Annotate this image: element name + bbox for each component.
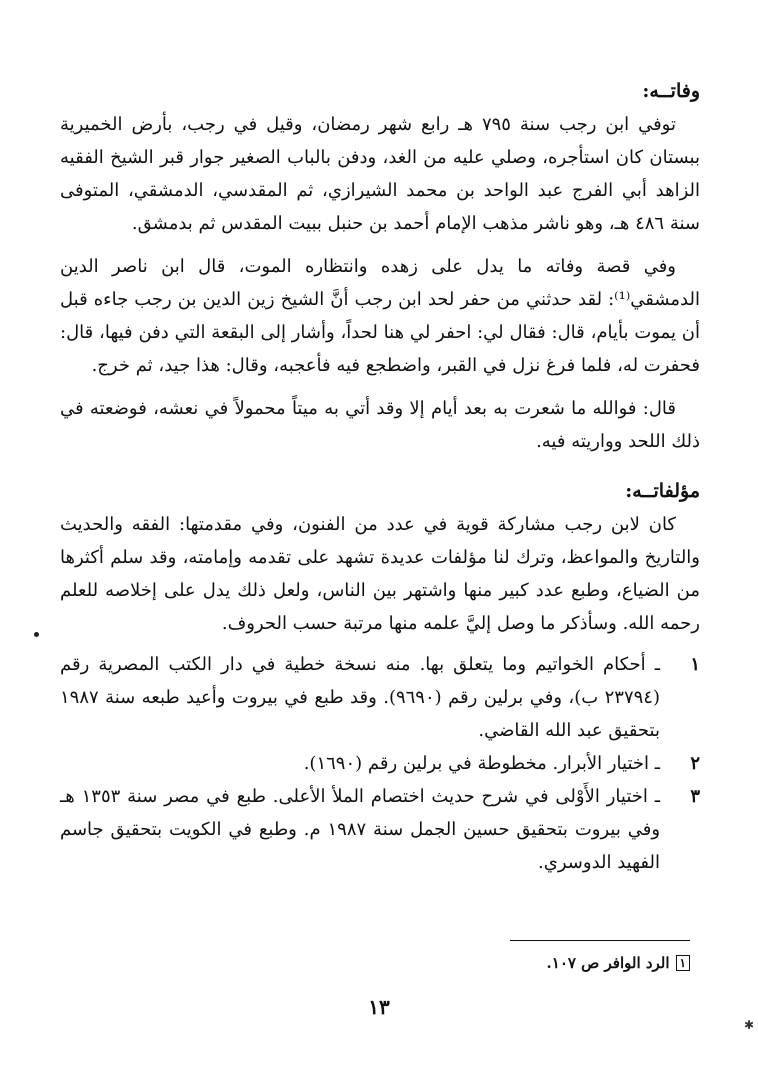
footnote-divider	[510, 940, 690, 941]
death-heading: وفاتــه:	[642, 80, 700, 102]
list-item-number: ٢	[690, 753, 700, 774]
footnote	[547, 954, 690, 972]
works-intro: كان لابن رجب مشاركة قوية في عدد من الفنون، وفي مقدمتها: الفقه والحديث والتاريخ والمواعظ، وترك لنا مؤلفات عديدة تشهد على تقدمه وإمامته، وقد سلم أكثرها من الضياع، وطبع عدد كبير منها واشتهر بين الناس، ولعل ذلك يدل على إخلاصه للعلم رحمه الله. وسأذكر ما وصل إليَّ علمه منها مرتبة حسب الحروف.	[60, 514, 700, 634]
list-item-text: ـ اختيار الأبرار. مخطوطة في برلين رقم (١٦٩٠).	[303, 753, 660, 774]
scan-speck	[34, 632, 39, 637]
scan-mark: ✱	[744, 1018, 755, 1032]
list-item-text: ـ أحكام الخواتيم وما يتعلق بها. منه نسخة خطية في دار الكتب المصرية رقم (٢٣٧٩٤ ب)، وفي برلين رقم (٩٦٩٠). وقد طبع في بيروت وأعيد طبعه سنة ١٩٨٧ بتحقيق عبد الله القاضي.	[60, 654, 660, 741]
death-paragraph-3: قال: فوالله ما شعرت به بعد أيام إلا وقد أتي به ميتاً محمولاً في نعشه، فوضعته في ذلك اللحد وواريته فيه.	[60, 398, 700, 452]
list-item	[60, 648, 700, 747]
list-item	[60, 747, 700, 780]
list-item-number: ١	[690, 654, 700, 675]
list-item	[60, 780, 700, 879]
page-number: ١٣	[368, 995, 390, 1019]
footnote-marker: ١	[676, 955, 690, 971]
footnote-text: الرد الوافر ص ١٠٧.	[546, 954, 670, 972]
death-paragraph-2: وفي قصة وفاته ما يدل على زهده وانتظاره الموت، قال ابن ناصر الدين الدمشقي⁽¹⁾: لقد حدثني من حفر لحد ابن رجب أنَّ الشيخ زين الدين بن رجب جاءه قبل أن يموت بأيام، قال: فقال لي: احفر لي هنا لحداً، وأشار إلى البقعة التي دفن فيها، قال: فحفرت له، فلما فرغ نزل في القبر، واضطجع فيه فأعجبه، وقال: هذا جيد، ثم خرج.	[60, 256, 700, 376]
works-list	[60, 648, 700, 879]
list-item-text: ـ اختيار الأَوْلى في شرح حديث اختصام الملأ الأعلى. طبع في مصر سنة ١٣٥٣ هـ وفي بيروت بتحقيق حسين الجمل سنة ١٩٨٧ م. وطبع في الكويت بتحقيق جاسم الفهيد الدوسري.	[60, 786, 661, 873]
death-paragraph-1: توفي ابن رجب سنة ٧٩٥ هـ رابع شهر رمضان، وقيل في رجب، بأرض الخميرية ببستان كان استأجره، وصلي عليه من الغد، ودفن بالباب الصغير جوار قبر الشيخ الفقيه الزاهد أبي الفرج عبد الواحد بن محمد الشيرازي، ثم المقدسي، الدمشقي، المتوفى سنة ٤٨٦ هـ، وهو ناشر مذهب الإمام أحمد بن حنبل ببيت المقدس ثم بدمشق.	[60, 114, 701, 234]
works-heading: مؤلفاتــه:	[625, 480, 700, 502]
list-item-number: ٣	[690, 786, 700, 807]
page-body	[60, 76, 700, 879]
